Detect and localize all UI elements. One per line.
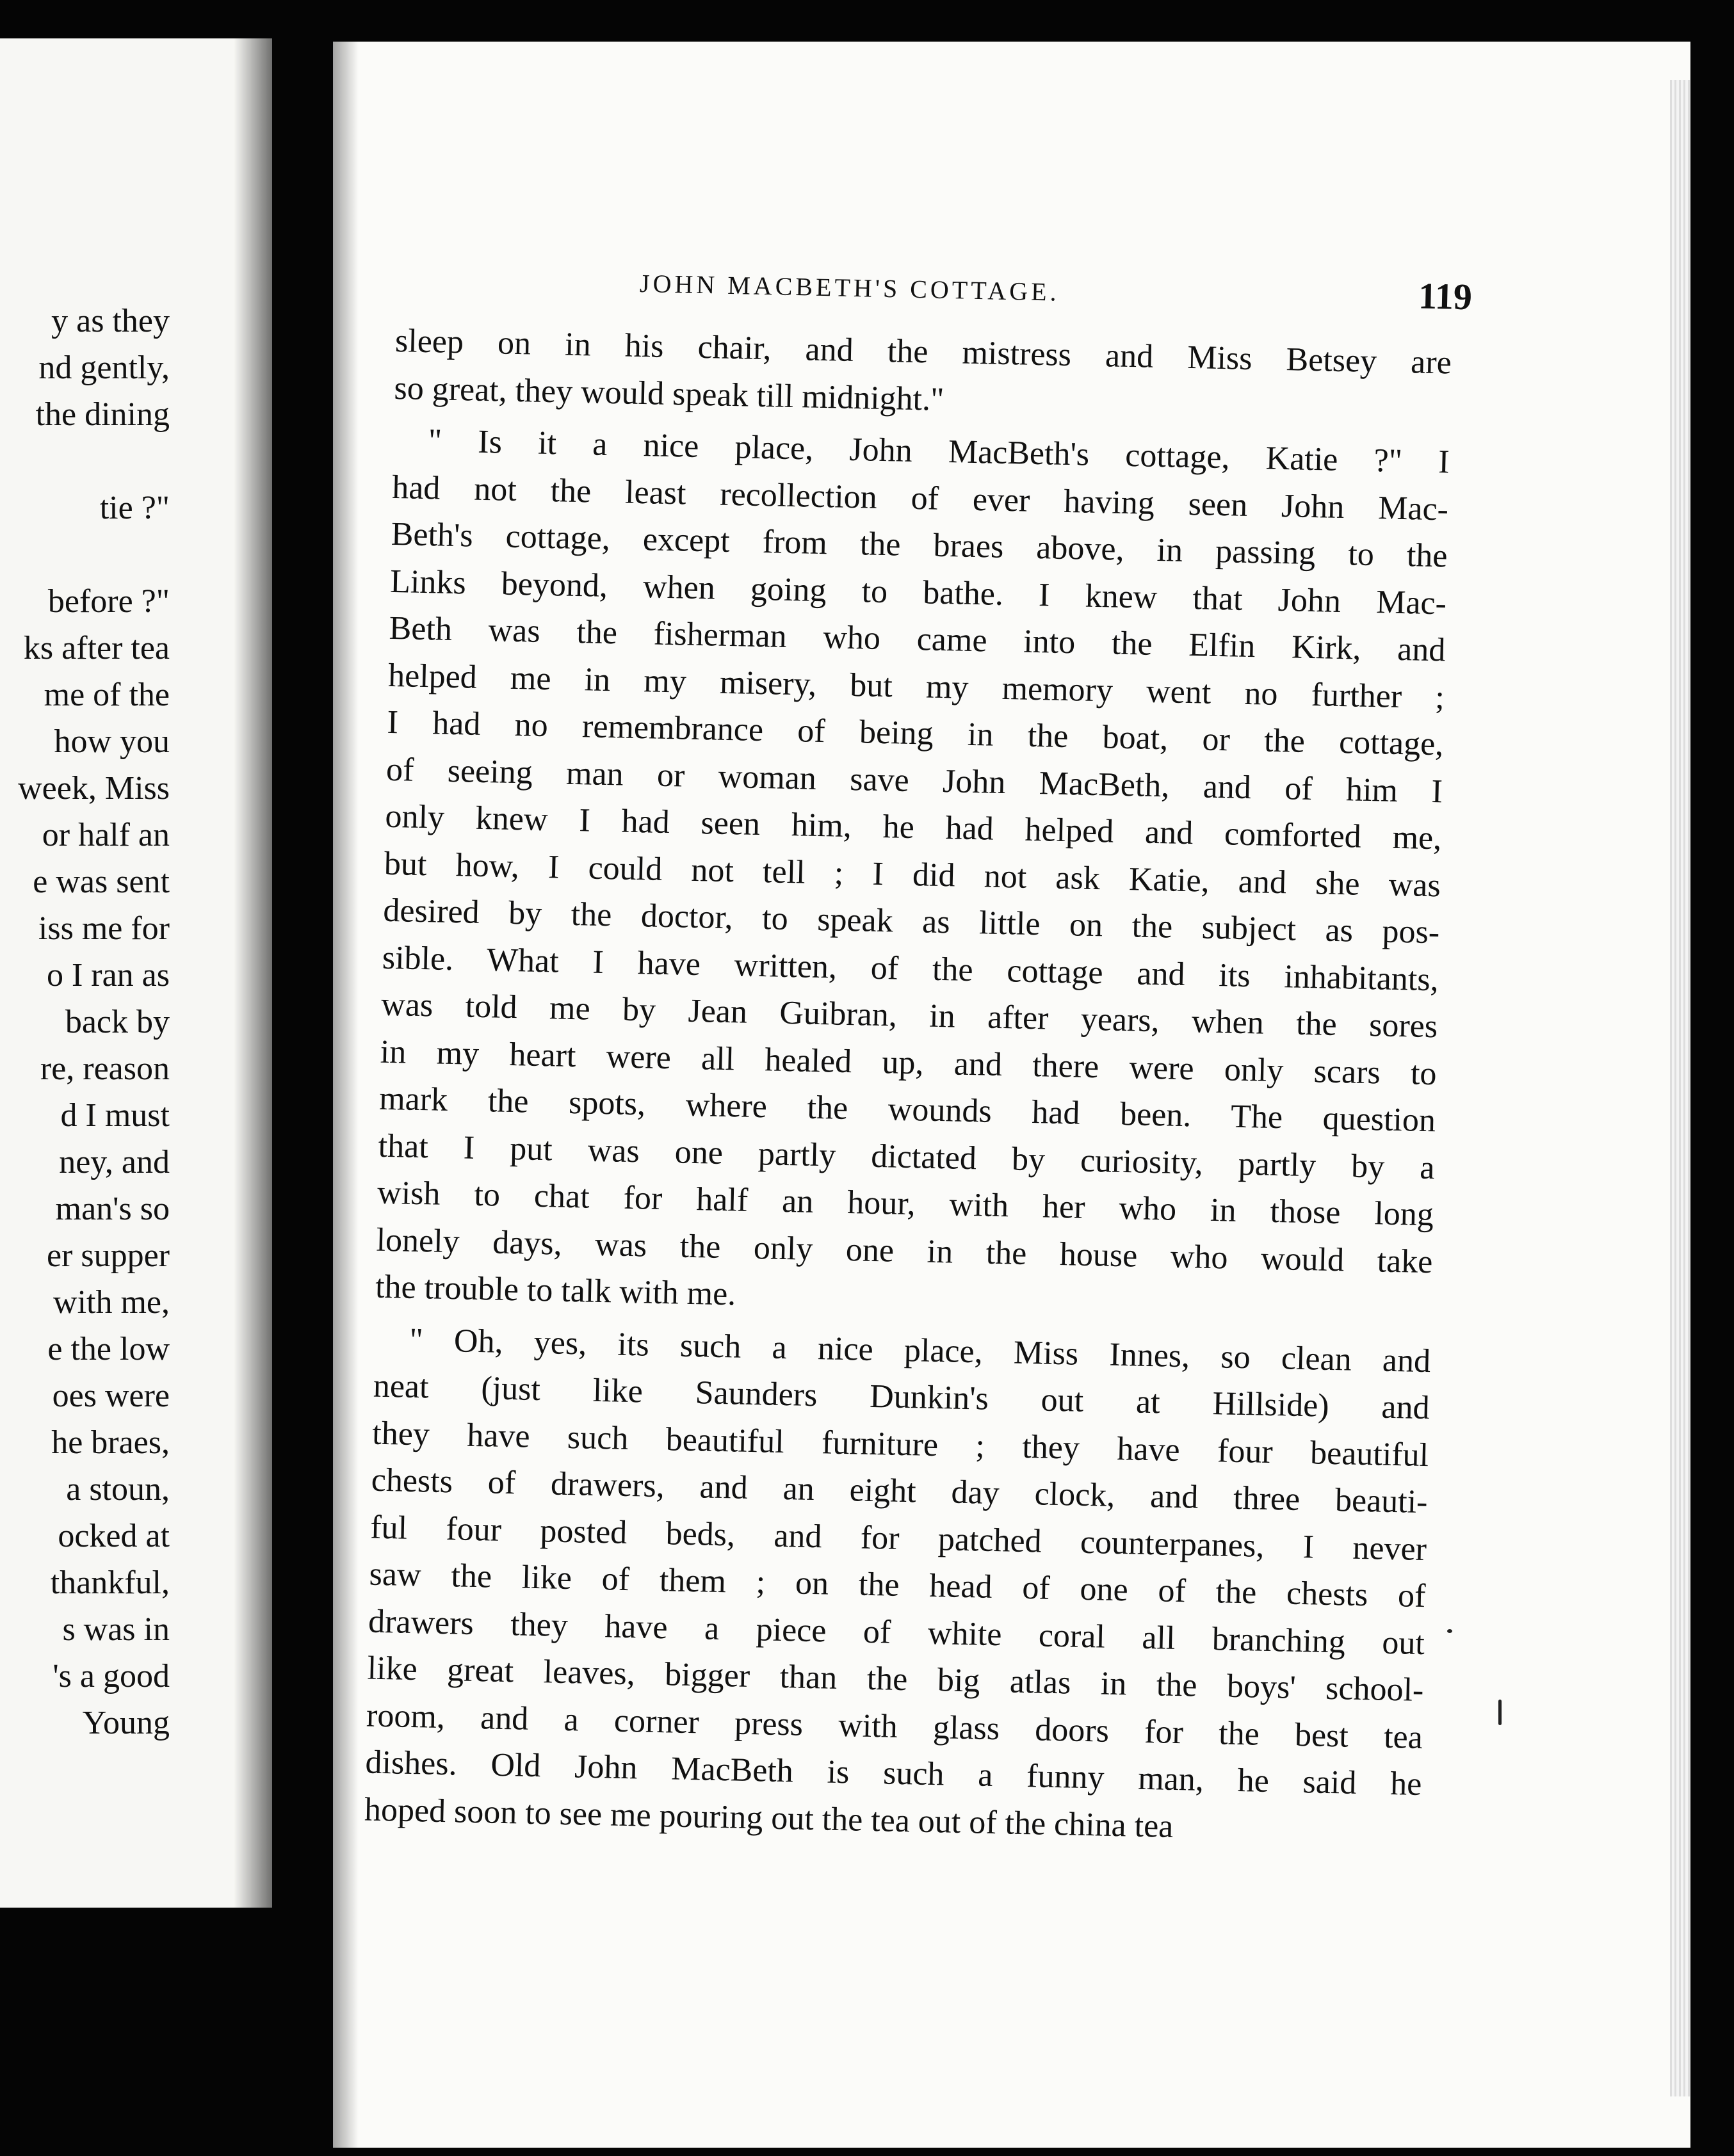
facing-page-text [0,298,170,1746]
text-line: they have such beautiful furniture ; they have four beautiful [371,1415,1429,1474]
text-line: so great, they would speak till midnight." [393,369,944,418]
text-line: Links beyond, when going to bathe. I knew that John Mac- [389,563,1447,622]
page-number: 119 [1418,275,1473,318]
text-line: only knew I had seen him, he had helped and comforted me, [384,798,1442,857]
facing-page-line: er supper [46,1237,170,1274]
facing-page-left [0,38,272,1908]
text-line: that I put was one partly dictated by curiosity, partly by a [378,1127,1436,1186]
facing-page-line: week, Miss [18,770,170,807]
book-page [333,42,1690,2148]
facing-page-line [0,438,170,485]
facing-page-line: oes were [52,1378,170,1414]
facing-page-line: the dining [35,396,170,433]
text-line: mark the spots, where the wounds had been. The question [378,1080,1436,1139]
body-text [364,318,1452,1855]
facing-page-line: with me, [53,1284,170,1321]
facing-page-line: ocked at [58,1518,170,1554]
facing-page-line: back by [65,1004,170,1040]
facing-page-line: a stoun, [66,1471,170,1508]
gutter-shadow [234,38,272,1908]
text-line: wish to chat for half an hour, with her who in those long [377,1174,1434,1234]
text-line: dishes. Old John MacBeth is such a funny man, he said he [365,1744,1422,1803]
text-line: of seeing man or woman save John MacBeth, and of him I [385,751,1443,810]
text-line: was told me by Jean Guibran, in after years, when the sores [380,986,1438,1045]
facing-page-line: e the low [47,1331,170,1367]
text-line: helped me in my misery, but my memory went no further ; [387,657,1445,716]
facing-page-line: Young [82,1705,170,1741]
text-line: chests of drawers, and an eight day clock, and three beauti- [371,1461,1429,1521]
facing-page-line: s was in [62,1611,170,1648]
text-line: " Is it a nice place, John MacBeth's cottage, Katie ?" I [428,422,1450,481]
facing-page-line: me of the [44,677,170,713]
page-content [364,253,1473,1855]
paragraph [364,1315,1431,1855]
facing-page-line: ks after tea [23,630,170,666]
facing-page-line: thankful, [50,1565,170,1601]
facing-page-line [0,531,170,578]
facing-page-line: 's a good [53,1658,170,1694]
text-line: but how, I could not tell ; I did not ask Katie, and she was [384,845,1441,904]
facing-page-line: re, reason [40,1050,170,1087]
text-line: hoped soon to see me pouring out the tea out of the china tea [364,1790,1174,1845]
page-edges [1670,80,1690,2096]
text-line: desired by the doctor, to speak as little on the subject as pos- [382,892,1440,951]
facing-page-line: he braes, [51,1424,170,1461]
facing-page-line: d I must [60,1097,170,1134]
text-line: the trouble to talk with me. [375,1268,736,1313]
facing-page-line: o I ran as [46,957,170,994]
facing-page-line: ney, and [59,1144,170,1180]
facing-page-line: e was sent [33,864,170,900]
facing-page-line: how you [54,723,170,760]
text-line: drawers they have a piece of white coral all branching out [368,1603,1425,1662]
facing-page-line: man's so [55,1191,170,1227]
facing-page-line: tie ?" [99,490,170,526]
facing-page-line: before ?" [47,583,170,620]
running-header [396,253,1473,318]
text-line: saw the like of them ; on the head of one of the chests of [369,1556,1426,1615]
text-line: room, and a corner press with glass doors for the best tea [366,1697,1423,1756]
paragraph [375,417,1450,1333]
text-line: sible. What I have written, of the cottage and its inhabitants, [382,939,1439,998]
facing-page-line: or half an [42,817,170,853]
text-line: I had no remembrance of being in the boat, or the cottage, [387,704,1444,763]
text-line: neat (just like Saunders Dunkin's out at Hillside) and [373,1367,1430,1427]
text-line: Beth was the fisherman who came into the Elfin Kirk, and [389,609,1446,669]
text-line: had not the least recollection of ever having seen John Mac- [391,469,1449,527]
facing-page-line: y as they [51,303,170,339]
text-line: Beth's cottage, except from the braes above, in passing to the [391,515,1448,575]
text-line: lonely days, was the only one in the house who would take [376,1221,1433,1280]
text-line: sleep on in his chair, and the mistress and Miss Betsey are [394,322,1452,382]
running-title: JOHN MACBETH'S COTTAGE. [639,268,1060,307]
text-line: ful four posted beds, and for patched counterpanes, I never [369,1509,1427,1568]
spine-shadow [333,42,359,2148]
dust-speck [1498,1700,1502,1725]
dust-speck [1447,1629,1452,1633]
text-line: " Oh, yes, its such a nice place, Miss Innes, so clean and [409,1321,1431,1380]
facing-page-line: nd gently, [38,350,170,386]
text-line: in my heart were all healed up, and there were only scars to [380,1033,1438,1092]
text-line: like great leaves, bigger than the big atlas in the boys' school- [367,1650,1424,1709]
facing-page-line: iss me for [38,910,170,947]
